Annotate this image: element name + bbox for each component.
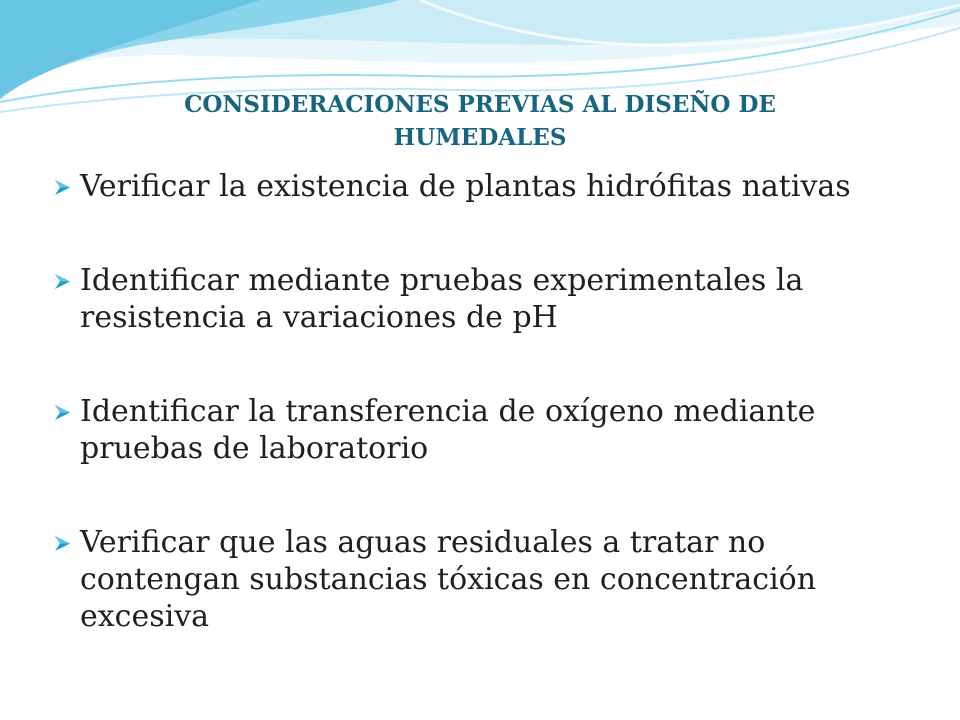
- arrow-bullet-icon: [54, 179, 71, 196]
- bullet-list: [50, 168, 910, 692]
- bullet-text: Identificar la transferencia de oxígeno mediante pruebas de laboratorio: [80, 394, 816, 466]
- bullet-item-ph: [50, 262, 910, 336]
- bullet-text: Verificar la existencia de plantas hidrófitas nativas: [80, 169, 851, 204]
- arrow-bullet-icon: [54, 273, 71, 290]
- bullet-item-toxicas: [50, 524, 910, 635]
- bullet-text: Verificar que las aguas residuales a tratar no contengan substancias tóxicas en concentración excesiva: [80, 525, 817, 634]
- bullet-item-oxigeno: [50, 393, 910, 467]
- slide-title: [40, 88, 920, 154]
- bullet-text: Identificar mediante pruebas experimentales la resistencia a variaciones de pH: [80, 263, 804, 335]
- slide-title-line-1: CONSIDERACIONES PREVIAS AL DISEÑO DE: [184, 91, 776, 118]
- arrow-bullet-icon: [54, 535, 71, 552]
- bullet-item-plantas: [50, 168, 910, 205]
- slide-title-line-2: HUMEDALES: [393, 124, 567, 151]
- arrow-bullet-icon: [54, 404, 71, 421]
